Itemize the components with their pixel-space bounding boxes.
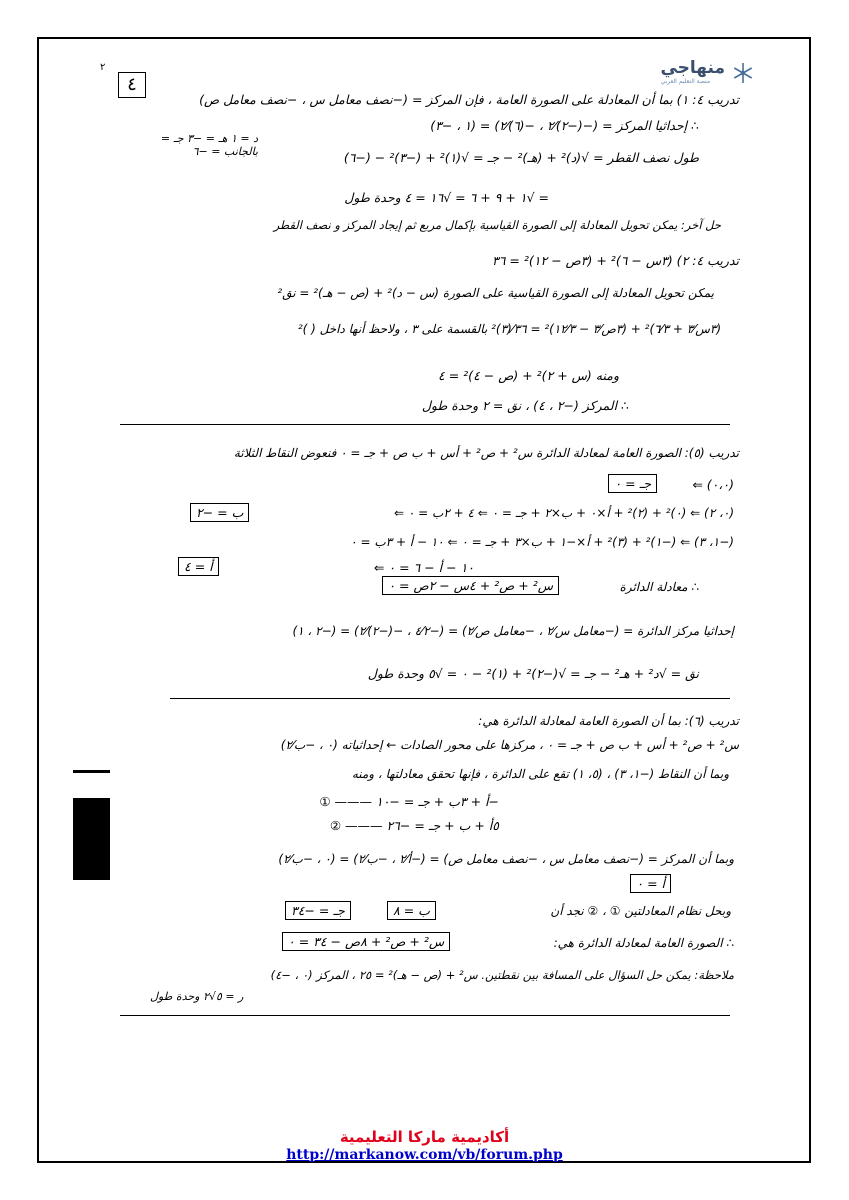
exercise-6-general-equation: س² + ص² + ٨ص − ٣٤ = ٠ <box>282 932 450 951</box>
exercise-6-a-value: أ = ٠ <box>630 874 671 893</box>
exercise-4-side-note: د = ١ هـ = −٣ جـ = بالجانب = −٦ <box>160 132 258 158</box>
exercise-4b-line-2: يمكن تحويل المعادلة إلى الصورة القياسية على الصورة (س − د)² + (ص − هـ)² = نق² <box>277 286 714 300</box>
exercise-6-equation-2: ٥أ + ب + جـ = −٢٦ ——— ② <box>329 818 499 833</box>
exercise-5-result-2: ب = −٢ <box>190 503 249 522</box>
exercise-5-center: إحداثيا مركز الدائرة = (−معامل س⁄٢ ، −معامل ص⁄٢) = (−٤⁄٢ ، −(−٢)⁄٢) = (−٢ ، ١) <box>292 624 734 638</box>
exercise-6-line-3: وبما أن النقاط (−١، ٣) ، (٥، ١) تقع على الدائرة ، فإنها تحقق معادلتها ، ومنه <box>351 767 729 781</box>
exercise-5-equation-wrap <box>382 576 559 595</box>
exercise-4b-line-5: ∴ المركز (−٢ ، ٤) ، نق = ٢ وحدة طول <box>421 398 629 413</box>
exercise-6-b-value: ب = ٨ <box>387 901 436 920</box>
exercise-6-general-eq-wrap <box>282 932 450 951</box>
exercise-6-equation-1: −أ + ٣ب + جـ = −١٠ ——— ① <box>319 794 499 809</box>
exercise-6-c-value: جـ = −٣٤ <box>285 901 351 920</box>
corner-mark: ٢ <box>100 62 106 73</box>
exercise-5-result-1: جـ = ٠ <box>608 474 657 493</box>
exercise-5-result-1-wrap <box>608 474 657 493</box>
section-divider-2 <box>170 698 730 699</box>
exercise-6-line-2: س² + ص² + أس + ب ص + جـ = ٠ ، مركزها على محور الصادات ← إحداثياته (٠ ، −ب⁄٢) <box>280 738 739 752</box>
section-divider-3 <box>120 1015 730 1016</box>
snowflake-logo-icon <box>731 61 755 85</box>
exercise-5-point-3: (−١، ٣) ⇐ (−١)² + (٣)² + أ×−١ + ب×٣ + جـ = ٠ ⇐ ١٠ − أ + ٣ب = ٠ <box>350 535 734 549</box>
margin-mark-line <box>73 770 110 773</box>
exercise-6-center: وبما أن المركز = (−نصف معامل س ، −نصف معامل ص) = (−أ⁄٢ ، −ب⁄٢) = (٠ ، −ب⁄٢) <box>278 852 734 866</box>
exercise-6-b-wrap <box>387 901 436 920</box>
exercise-6-c-wrap <box>285 901 351 920</box>
exercise-6-note-2: ر = ٥√٢ وحدة طول <box>150 990 244 1003</box>
section-divider <box>120 424 730 425</box>
exercise-5-result-2-wrap <box>190 503 249 522</box>
exercise-4-line-4: = √١ + ٩ + ٦ = √١٦ = ٤ وحدة طول <box>344 190 549 205</box>
exercise-5-point-1: (٠،٠) ⇐ <box>692 477 734 492</box>
exercise-5-line-1: تدريب (٥): الصورة العامة لمعادلة الدائرة س² + ص² + أس + ب ص + جـ = ٠ فنعوض النقاط الثلاثة <box>233 446 739 460</box>
margin-mark-block <box>73 798 110 880</box>
logo-name: منهاجي <box>660 58 725 78</box>
exercise-4b-line-1: تدريب ٤: ٢) (٣س − ٦)² + (٣ص − ١٢)² = ٣٦ <box>492 253 739 268</box>
exercise-4-line-3: طول نصف القطر = √(د)² + (هـ)² − جـ = √(١)² + (−٣)² − (−٦) <box>343 150 699 165</box>
exercise-4b-line-4: ومنه (س + ٢)² + (ص − ٤)² = ٤ <box>438 368 619 383</box>
exercise-5-radius: نق = √د² + هـ² − جـ = √(−٢)² + (١)² − ٠ = √٥ وحدة طول <box>367 666 699 681</box>
exercise-4-line-2: ∴ إحداثيا المركز = (−(−٢)⁄٢ ، −(٦)⁄٢) = (١ ، −٣) <box>430 118 699 133</box>
exercise-5-point-2: (٠، ٢) ⇐ (٠)² + (٢)² + أ×٠ + ب×٢ + جـ = ٠ ⇐ ٤ + ٢ب = ٠ ⇐ <box>394 506 734 520</box>
exercise-6-solve: وبحل نظام المعادلتين ① ، ② نجد أن <box>550 904 731 918</box>
exercise-6-general-label: ∴ الصورة العامة لمعادلة الدائرة هي: <box>553 936 734 950</box>
exercise-4b-line-3: (٣س⁄٣ + ٦⁄٣)² + (٣ص⁄٣ − ١٢⁄٣)² = ٣٦⁄(٣)² بالقسمة على ٣ ، ولاحظ أنها داخل ( )² <box>297 322 721 336</box>
exercise-5-line-5: ١٠ − أ − ٦ = ٠ ⇐ <box>373 560 474 575</box>
footer-title: أكاديمية ماركا التعليمية <box>339 1128 510 1146</box>
logo-subtitle: منصة التعليم العربي <box>660 78 711 85</box>
footer-link[interactable]: http://markanow.com/vb/forum.php <box>286 1147 563 1163</box>
exercise-6-note: ملاحظة: يمكن حل السؤال على المسافة بين نقطتين. س² + (ص − هـ)² = ٢٥ ، المركز (٠ ، −٤) <box>270 968 734 982</box>
exercise-5-circle-label: ∴ معادلة الدائرة <box>619 580 699 594</box>
exercise-6-line-1: تدريب (٦): بما أن الصورة العامة لمعادلة الدائرة هي: <box>478 714 739 728</box>
exercise-5-equation: س² + ص² + ٤س − ٢ص = ٠ <box>382 576 559 595</box>
exercise-6-a-wrap <box>630 874 671 893</box>
exercise-4-line-1: تدريب ٤: ١) بما أن المعادلة على الصورة العامة ، فإن المركز = (−نصف معامل س ، −نصف معامل ص) <box>199 92 739 107</box>
page-number: ٤ <box>118 72 146 98</box>
exercise-5-result-3: أ = ٤ <box>178 557 219 576</box>
site-logo <box>660 60 755 85</box>
exercise-4-alt-solution: حل آخر: يمكن تحويل المعادلة إلى الصورة القياسية بإكمال مربع ثم إيجاد المركز و نصف القطر <box>273 218 721 232</box>
exercise-5-result-3-wrap <box>178 557 219 576</box>
